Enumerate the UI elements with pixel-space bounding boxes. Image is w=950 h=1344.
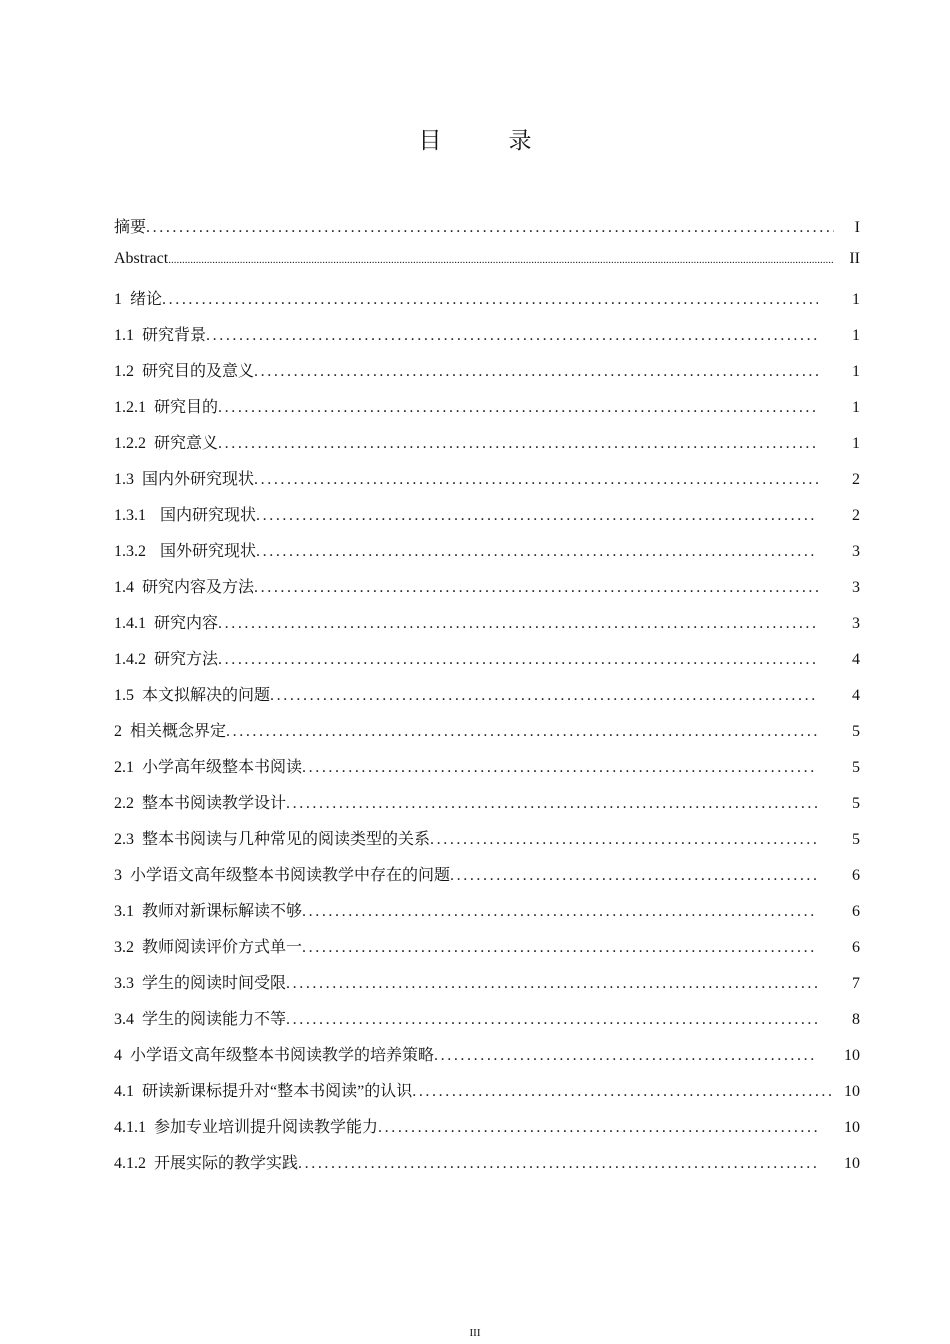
- toc-entry-number: 1.4: [114, 579, 134, 596]
- toc-entry-page: 2: [852, 471, 860, 488]
- toc-entry-page: 6: [852, 867, 860, 884]
- toc-leader: [434, 1047, 818, 1065]
- toc-leader: [302, 903, 818, 921]
- toc-entry-page: 5: [852, 831, 860, 848]
- page-number-footer: III: [469, 1327, 481, 1339]
- toc-entry-text: 开展实际的教学实践: [154, 1155, 299, 1172]
- toc-entry-text: 小学高年级整本书阅读: [142, 759, 303, 776]
- toc-entry[interactable]: [114, 970, 860, 1006]
- toc-entry-page: II: [849, 250, 860, 267]
- toc-entry-text: 教师对新课标解读不够: [142, 903, 303, 920]
- toc-leader: [298, 1155, 818, 1173]
- toc-entry-number: 1.2: [114, 363, 134, 380]
- table-of-contents: [114, 214, 860, 1186]
- toc-entry-text: 相关概念界定: [130, 723, 227, 740]
- toc-leader: [254, 471, 818, 489]
- toc-entry-number: 3.1: [114, 903, 134, 920]
- toc-leader: [286, 975, 818, 993]
- toc-entry-page: 6: [852, 939, 860, 956]
- toc-leader: [302, 939, 818, 957]
- toc-entry[interactable]: [114, 1042, 860, 1078]
- toc-entry-text: 研究意义: [154, 435, 219, 452]
- toc-leader: [218, 399, 818, 417]
- toc-entry[interactable]: [114, 862, 860, 898]
- toc-leader: [430, 831, 818, 849]
- toc-leader: [450, 867, 818, 885]
- toc-entry-number: 2.3: [114, 831, 134, 848]
- toc-entry-page: 7: [852, 975, 860, 992]
- toc-leader: [270, 687, 818, 705]
- toc-leader: [412, 1083, 834, 1101]
- toc-entry[interactable]: [114, 826, 860, 862]
- toc-entry-text: 小学语文高年级整本书阅读教学的培养策略: [130, 1047, 435, 1064]
- toc-entry[interactable]: [114, 538, 860, 574]
- toc-entry-text: 整本书阅读与几种常见的阅读类型的关系: [142, 831, 431, 848]
- toc-entry-number: 2.1: [114, 759, 134, 776]
- toc-leader: [302, 759, 818, 777]
- toc-entry-number: 2: [114, 723, 122, 740]
- toc-entry-text: 国内外研究现状: [142, 471, 255, 488]
- toc-leader: [218, 435, 818, 453]
- toc-entry-text: 整本书阅读教学设计: [142, 795, 287, 812]
- toc-leader: [286, 795, 818, 813]
- toc-entry[interactable]: [114, 754, 860, 790]
- toc-entry[interactable]: [114, 250, 860, 286]
- toc-entry-text: 研究内容及方法: [142, 579, 255, 596]
- toc-entry-page: 2: [852, 507, 860, 524]
- toc-leader: [162, 291, 818, 309]
- toc-entry[interactable]: [114, 466, 860, 502]
- toc-entry-number: 4: [114, 1047, 122, 1064]
- toc-entry-text: 学生的阅读时间受限: [142, 975, 287, 992]
- toc-entry-page: 1: [852, 327, 860, 344]
- toc-entry[interactable]: [114, 322, 860, 358]
- toc-entry-text: 小学语文高年级整本书阅读教学中存在的问题: [130, 867, 451, 884]
- toc-entry[interactable]: [114, 1078, 860, 1114]
- toc-entry-number: 1.3: [114, 471, 134, 488]
- toc-entry-text: Abstract: [114, 250, 169, 267]
- toc-entry-page: 6: [852, 903, 860, 920]
- toc-entry-text: 研究方法: [154, 651, 219, 668]
- toc-entry-page: 5: [852, 759, 860, 776]
- toc-entry-page: 4: [852, 687, 860, 704]
- toc-entry-number: 1.3.2: [114, 543, 146, 560]
- toc-entry[interactable]: [114, 502, 860, 538]
- toc-entry-page: 10: [844, 1083, 860, 1100]
- toc-leader: [146, 219, 834, 237]
- toc-entry-page: 3: [852, 615, 860, 632]
- toc-entry[interactable]: [114, 934, 860, 970]
- toc-entry[interactable]: [114, 1114, 860, 1150]
- toc-entry-page: 10: [844, 1047, 860, 1064]
- toc-entry[interactable]: [114, 718, 860, 754]
- toc-entry-number: 1.2.2: [114, 435, 146, 452]
- toc-entry-page: 5: [852, 795, 860, 812]
- toc-entry-number: 4.1: [114, 1083, 134, 1100]
- toc-leader: [218, 651, 818, 669]
- toc-entry-number: 3.2: [114, 939, 134, 956]
- toc-leader: [254, 363, 818, 381]
- toc-entry-text: 研究背景: [142, 327, 207, 344]
- toc-entry-text: 摘要: [114, 219, 147, 236]
- toc-entry[interactable]: [114, 286, 860, 322]
- toc-entry-number: 1.2.1: [114, 399, 146, 416]
- toc-entry-page: 3: [852, 543, 860, 560]
- toc-entry[interactable]: [114, 574, 860, 610]
- toc-entry-number: 3.4: [114, 1011, 134, 1028]
- toc-entry-number: 3.3: [114, 975, 134, 992]
- toc-entry[interactable]: [114, 394, 860, 430]
- toc-entry-page: 4: [852, 651, 860, 668]
- toc-entry-page: I: [854, 219, 860, 236]
- toc-entry[interactable]: [114, 790, 860, 826]
- toc-entry-text: 研读新课标提升对“整本书阅读”的认识: [142, 1083, 413, 1100]
- toc-entry[interactable]: [114, 610, 860, 646]
- toc-entry-text: 学生的阅读能力不等: [142, 1011, 287, 1028]
- toc-leader: [206, 327, 818, 345]
- toc-leader: [286, 1011, 818, 1029]
- toc-leader: [256, 543, 818, 561]
- toc-entry-page: 1: [852, 363, 860, 380]
- toc-entry-text: 参加专业培训提升阅读教学能力: [154, 1119, 379, 1136]
- toc-leader: [256, 507, 818, 525]
- toc-entry-page: 10: [844, 1155, 860, 1172]
- toc-entry-number: 1.4.2: [114, 651, 146, 668]
- toc-title: 目 录: [418, 128, 554, 153]
- toc-entry-text: 研究目的: [154, 399, 219, 416]
- toc-leader: [378, 1119, 818, 1137]
- toc-entry-text: 教师阅读评价方式单一: [142, 939, 303, 956]
- toc-entry-text: 研究目的及意义: [142, 363, 255, 380]
- toc-entry-page: 1: [852, 399, 860, 416]
- toc-entry-text: 国外研究现状: [160, 543, 257, 560]
- toc-entry-number: 1: [114, 291, 122, 308]
- toc-entry-page: 1: [852, 435, 860, 452]
- toc-entry-number: 1.4.1: [114, 615, 146, 632]
- toc-entry[interactable]: [114, 682, 860, 718]
- toc-entry-page: 1: [852, 291, 860, 308]
- toc-entry-text: 国内研究现状: [160, 507, 257, 524]
- toc-entry-page: 10: [844, 1119, 860, 1136]
- toc-entry[interactable]: [114, 358, 860, 394]
- toc-entry[interactable]: [114, 430, 860, 466]
- toc-entry[interactable]: [114, 646, 860, 682]
- toc-entry-number: 1.3.1: [114, 507, 146, 524]
- toc-entry-number: 3: [114, 867, 122, 884]
- toc-entry-page: 8: [852, 1011, 860, 1028]
- toc-entry-number: 1.1: [114, 327, 134, 344]
- toc-entry[interactable]: [114, 1150, 860, 1186]
- toc-entry[interactable]: [114, 1006, 860, 1042]
- toc-entry-text: 绪论: [130, 291, 163, 308]
- toc-leader: [226, 723, 818, 741]
- toc-entry-number: 2.2: [114, 795, 134, 812]
- toc-entry[interactable]: [114, 898, 860, 934]
- toc-entry-text: 本文拟解决的问题: [142, 687, 271, 704]
- toc-entry-page: 3: [852, 579, 860, 596]
- toc-entry-number: 4.1.1: [114, 1119, 146, 1136]
- toc-entry[interactable]: [114, 214, 860, 250]
- toc-leader: [168, 254, 834, 266]
- toc-entry-number: 4.1.2: [114, 1155, 146, 1172]
- toc-entry-number: 1.5: [114, 687, 134, 704]
- toc-entry-text: 研究内容: [154, 615, 219, 632]
- toc-leader: [218, 615, 818, 633]
- toc-entry-page: 5: [852, 723, 860, 740]
- toc-leader: [254, 579, 818, 597]
